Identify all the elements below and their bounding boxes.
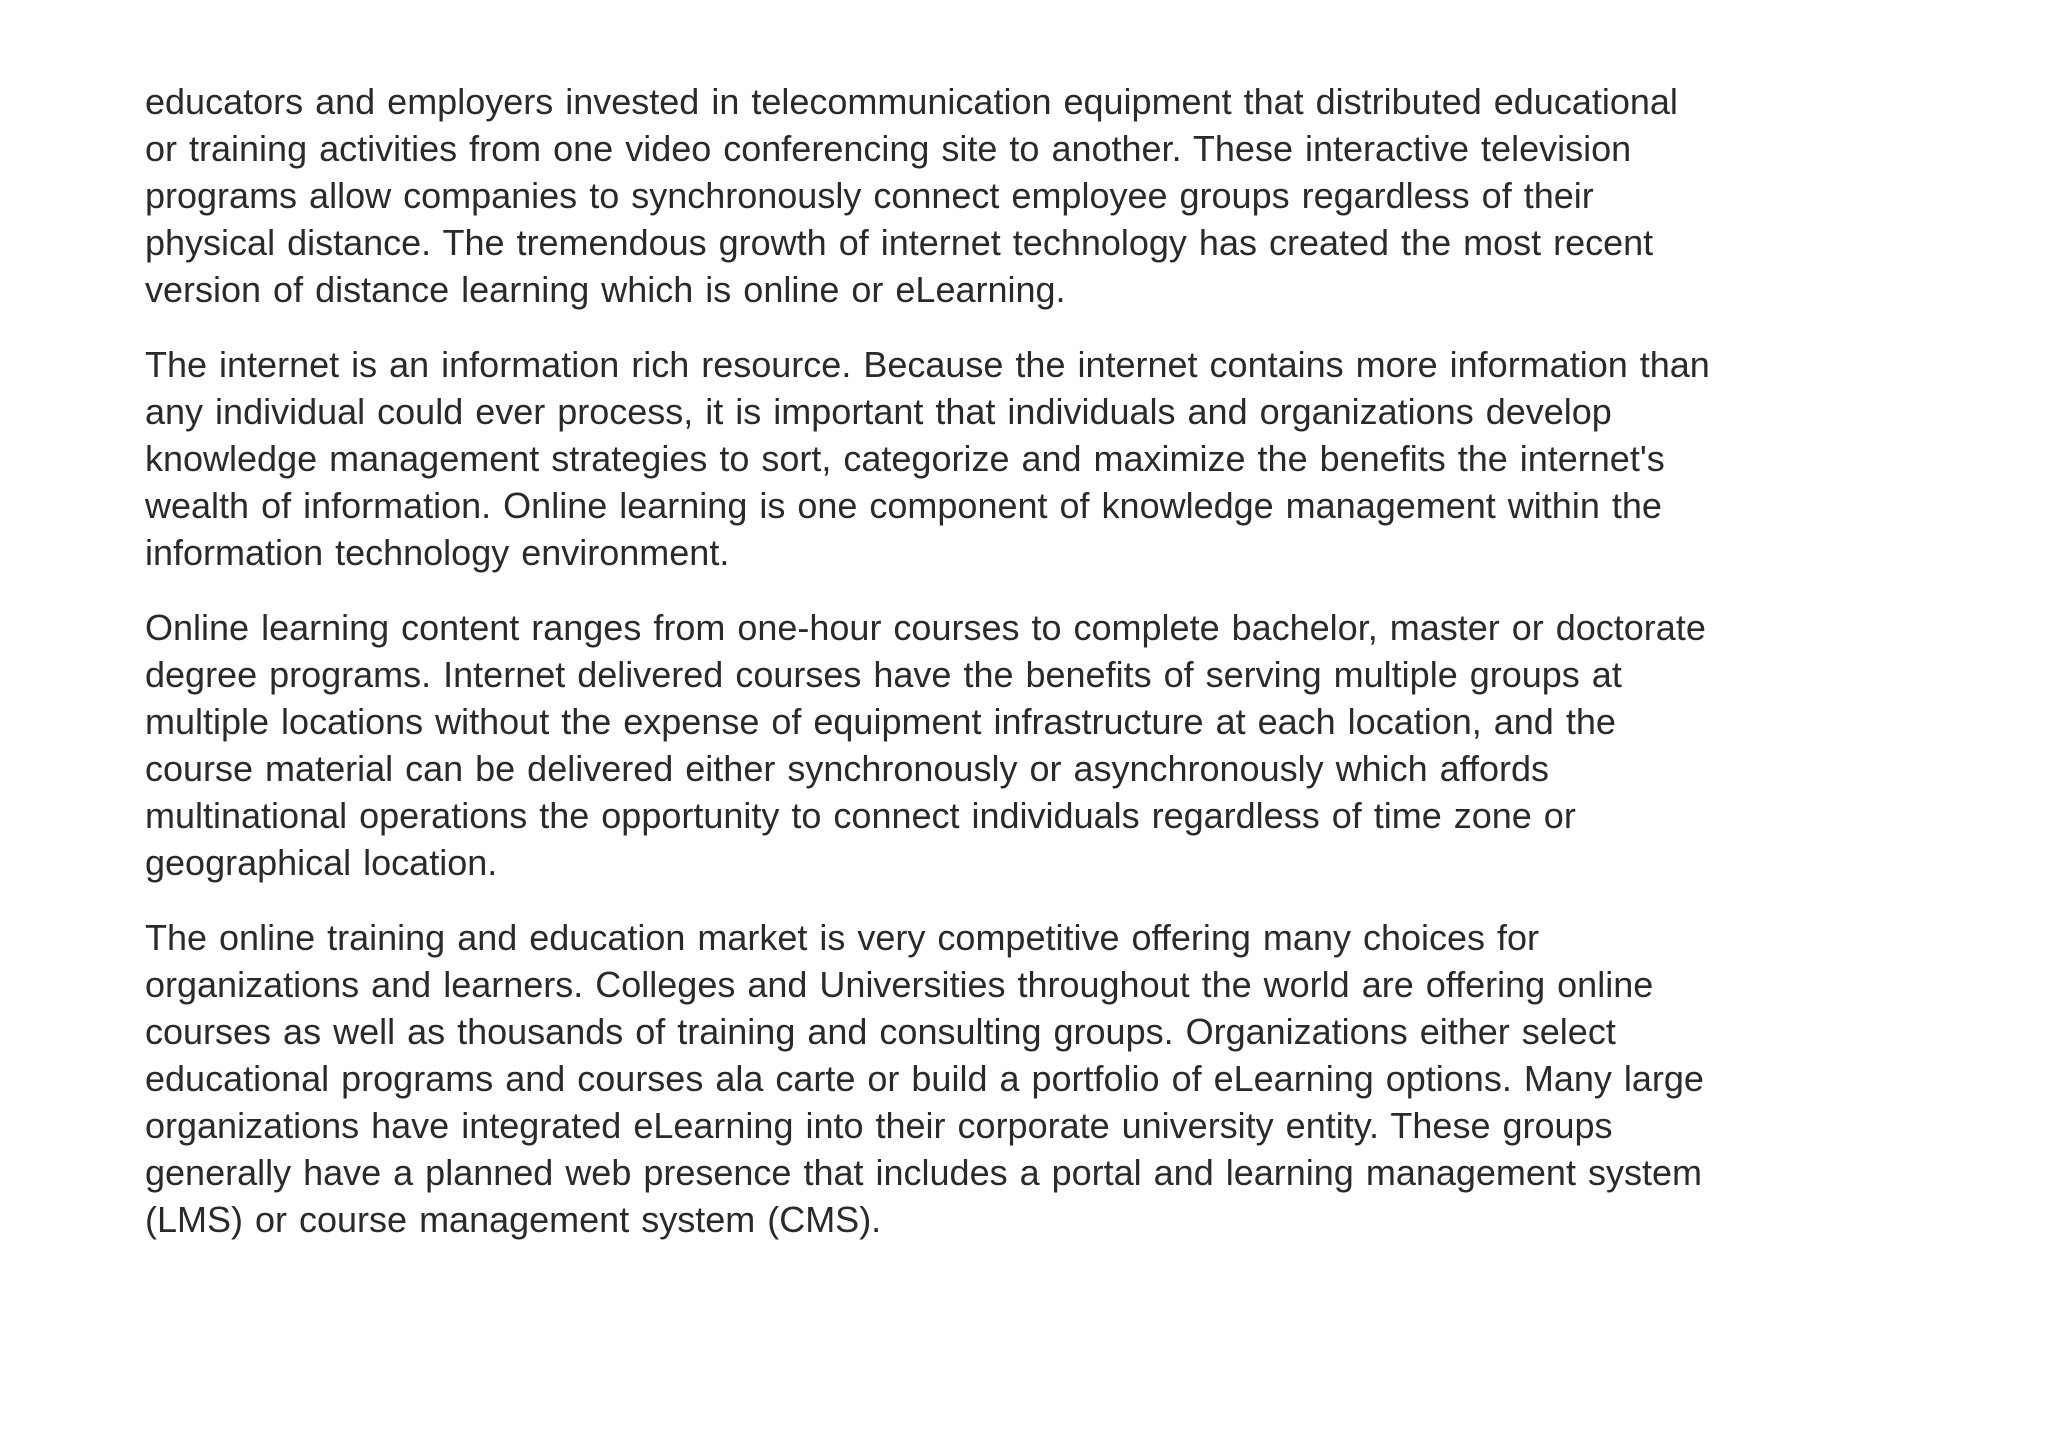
text-line: multinational operations the opportunity to connect individuals regardless of time zone or: [145, 795, 1576, 836]
paragraph-4: [145, 914, 1925, 1243]
text-line: courses as well as thousands of training and consulting groups. Organizations either select: [145, 1011, 1616, 1052]
text-line: educators and employers invested in telecommunication equipment that distributed educational: [145, 81, 1678, 122]
text-line: geographical location.: [145, 842, 498, 883]
text-line: course material can be delivered either synchronously or asynchronously which affords: [145, 748, 1550, 789]
paragraph-2: [145, 341, 1925, 576]
paragraph-1: [145, 78, 1925, 313]
text-line: generally have a planned web presence that includes a portal and learning management system: [145, 1152, 1702, 1193]
document-body: [145, 78, 1925, 1271]
paragraph-3: [145, 604, 1925, 886]
text-line: version of distance learning which is online or eLearning.: [145, 269, 1066, 310]
text-line: knowledge management strategies to sort, categorize and maximize the benefits the internet's: [145, 438, 1665, 479]
text-line: programs allow companies to synchronously connect employee groups regardless of their: [145, 175, 1594, 216]
text-line: information technology environment.: [145, 532, 730, 573]
text-line: The internet is an information rich resource. Because the internet contains more information than: [145, 344, 1710, 385]
text-line: organizations and learners. Colleges and Universities throughout the world are offering online: [145, 964, 1654, 1005]
text-line: wealth of information. Online learning is one component of knowledge management within the: [145, 485, 1662, 526]
text-line: educational programs and courses ala carte or build a portfolio of eLearning options. Many large: [145, 1058, 1704, 1099]
text-line: (LMS) or course management system (CMS).: [145, 1199, 882, 1240]
text-line: or training activities from one video conferencing site to another. These interactive television: [145, 128, 1632, 169]
text-line: The online training and education market is very competitive offering many choices for: [145, 917, 1540, 958]
text-line: any individual could ever process, it is important that individuals and organizations develop: [145, 391, 1612, 432]
text-line: Online learning content ranges from one-hour courses to complete bachelor, master or doctorate: [145, 607, 1706, 648]
text-line: multiple locations without the expense of equipment infrastructure at each location, and the: [145, 701, 1616, 742]
text-line: degree programs. Internet delivered courses have the benefits of serving multiple groups at: [145, 654, 1622, 695]
text-line: organizations have integrated eLearning into their corporate university entity. These groups: [145, 1105, 1613, 1146]
text-line: physical distance. The tremendous growth of internet technology has created the most recent: [145, 222, 1654, 263]
